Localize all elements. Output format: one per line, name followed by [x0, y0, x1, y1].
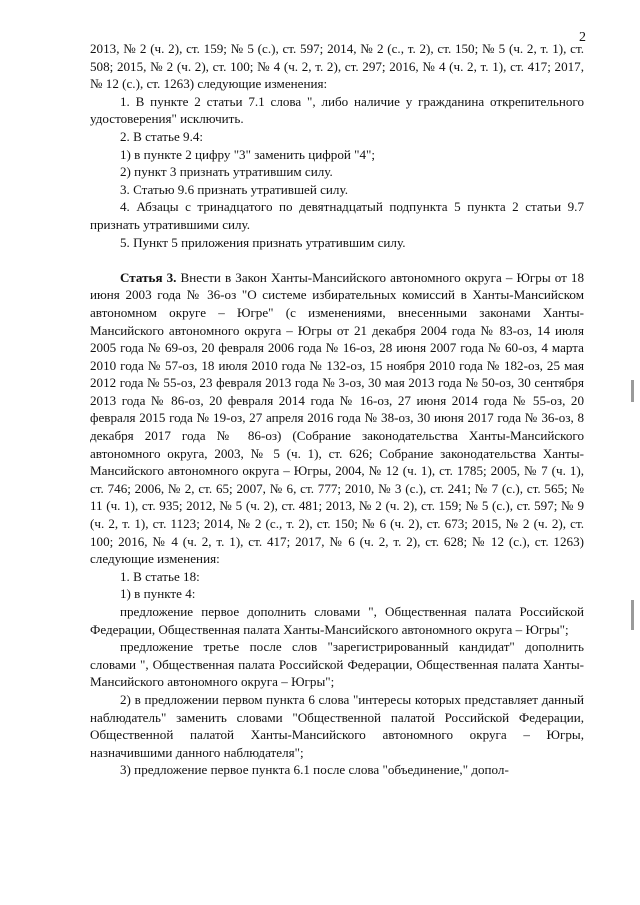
paragraph: 3. Статью 9.6 признать утратившей силу. [120, 181, 348, 197]
paragraph: 2) в предложении первом пункта 6 слова "интересы которых представляет данный наблюдатель" заменить словами "Общественной палатой Российской Федерации, Общественной палатой Ханты-Мансийского автономного округа – Югры, назначившими данного наблюдателя"; [90, 691, 584, 760]
paragraph: 1) в пункте 2 цифру "3" заменить цифрой "4"; [120, 146, 376, 162]
paragraph: 1. В статье 18: [120, 568, 200, 584]
paragraph: предложение третье после слов "зарегистрированный кандидат" дополнить словами ", Общественная палата Российской Федерации, Общественная палата Ханты-Мансийского автономного округа – Югры"; [90, 639, 584, 690]
page-number: 2 [579, 30, 586, 45]
paragraph: 5. Пункт 5 приложения признать утратившим силу. [120, 234, 406, 250]
document-body [90, 40, 584, 779]
paragraph: 4. Абзацы с тринадцатого по девятнадцатый подпункта 5 пункта 2 статьи 9.7 признать утратившими силу. [90, 199, 584, 232]
article-heading: Статья 3. [120, 269, 177, 285]
paragraph: 2013, № 2 (ч. 2), ст. 159; № 5 (с.), ст. 597; 2014, № 2 (с., т. 2), ст. 150; № 5 (ч. 2, т. 1), ст. 508; 2015, № 2 (ч. 2), ст. 100; № 4 (ч. 2, т. 2), ст. 297; 2016, № 4 (ч. 2, т. 1), ст. 417; 2017, № 12 (с.), ст. 1263) следующие изменения: [90, 41, 584, 92]
scan-edge-mark [631, 600, 634, 630]
article-text: Внести в Закон Ханты-Мансийского автономного округа – Югры от 18 июня 2003 года № 36-оз "О системе избирательных комиссий в Ханты-Мансийском автономном округе – Югре" (с изменениями, внесенными законами Ханты-Мансийского автономного округа – Югры от 21 декабря 2004 года № 83-оз, 14 июля 2005 года № 69-оз, 20 февраля 2006 года № 16-оз, 28 июня 2007 года № 60-оз, 4 марта 2010 года № 57-оз, 18 июля 2010 года № 132-оз, 15 ноября 2010 года № 182-оз, 25 мая 2012 года № 55-оз, 23 февраля 2013 года № 3-оз, 30 мая 2013 года № 50-оз, 30 сентября 2013 года № 86-оз, 20 февраля 2014 года № 16-оз, 27 июня 2014 года № 55-оз, 20 февраля 2015 года № 19-оз, 27 апреля 2016 года № 38-оз, 30 июня 2017 года № 36-оз, 8 декабря 2017 года № 86-оз) (Собрание законодательства Ханты-Мансийского автономного округа, 2003, № 5 (ч. 1), ст. 626; Собрание законодательства Ханты-Мансийского автономного округа – Югры, 2004, № 12 (ч. 1), ст. 1785; 2005, № 7 (ч. 1), ст. 746; 2006, № 2, ст. 65; 2007, № 6, ст. 777; 2010, № 3 (с.), ст. 241; № 7 (с.), ст. 565; № 11 (ч. 1), ст. 935; 2012, № 5 (ч. 2), ст. 481; 2013, № 2 (ч. 2), ст. 159; № 5 (с.), ст. 597; № 9 (ч. 2, т. 1), ст. 1123; 2014, № 2 (с., т. 2), ст. 150; № 6 (ч. 2), ст. 673; 2015, № 2 (ч. 2), ст. 100; 2016, № 4 (ч. 2, т. 1), ст. 417; 2017, № 6 (ч. 2, т. 2), ст. 628; № 12 (с.), ст. 1263) следующие изменения: [90, 269, 585, 567]
paragraph: 1. В пункте 2 статьи 7.1 слова ", либо наличие у гражданина открепительного удостоверения" исключить. [90, 93, 584, 127]
paragraph: 2) пункт 3 признать утратившим силу. [120, 164, 333, 180]
scan-edge-mark [631, 380, 634, 402]
paragraph: предложение первое дополнить словами ", Общественная палата Российской Федерации, Общественная палата Ханты-Мансийского автономного округа – Югры"; [90, 604, 584, 637]
paragraph: 3) предложение первое пункта 6.1 после слова "объединение," допол- [120, 762, 509, 778]
paragraph: 1) в пункте 4: [120, 586, 196, 602]
paragraph: 2. В статье 9.4: [120, 128, 204, 144]
article-3-paragraph [90, 269, 584, 568]
